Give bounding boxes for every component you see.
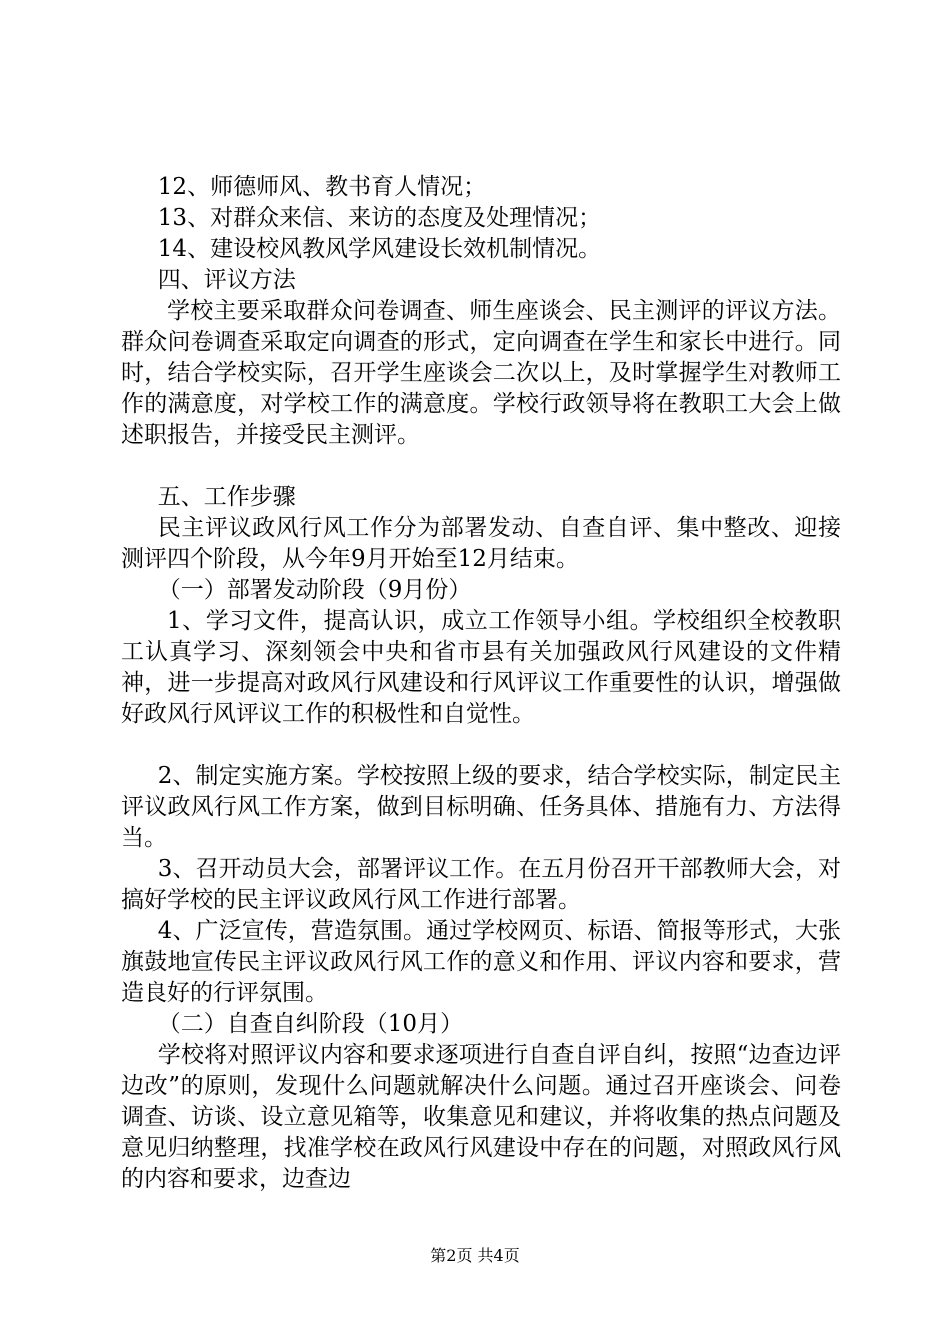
section-heading-work-steps: 五、工作步骤 <box>157 484 296 510</box>
paragraph-step-2: 2、制定实施方案。学校按照上级的要求，结合学校实际，制定民主评议政风行风工作方案，做到目标明确、任务具体、措施有力、方法得当。 <box>121 763 841 851</box>
subheading-stage-one: （一）部署发动阶段（9月份） <box>157 577 472 603</box>
paragraph-self-check: 学校将对照评议内容和要求逐项进行自查自评自纠，按照“边查边评边改”的原则，发现什么问题就解决什么问题。通过召开座谈会、问卷调查、访谈、设立意见箱等，收集意见和建议，并将收集的热点问题及意见归纳整理，找准学校在政风行风建设中存在的问题，对照政风行风的内容和要求，边查边 <box>121 1042 841 1192</box>
document-body <box>121 172 841 1195</box>
paragraph-step-3: 3、召开动员大会，部署评议工作。在五月份召开干部教师大会，对搞好学校的民主评议政风行风工作进行部署。 <box>121 856 841 913</box>
list-item-13: 13、对群众来信、来访的态度及处理情况； <box>157 205 602 231</box>
paragraph-evaluation-method: 学校主要采取群众问卷调查、师生座谈会、民主测评的评议方法。群众问卷调查采取定向调查的形式，定向调查在学生和家长中进行。同时，结合学校实际，召开学生座谈会二次以上，及时掌握学生对教师工作的满意度，对学校工作的满意度。学校行政领导将在教职工大会上做述职报告，并接受民主测评。 <box>121 298 841 448</box>
paragraph-step-1: 1、学习文件，提高认识，成立工作领导小组。学校组织全校教职工认真学习、深刻领会中央和省市县有关加强政风行风建设的文件精神，进一步提高对政风行风建设和行风评议工作重要性的认识，增强做好政风行风评议工作的积极性和自觉性。 <box>121 608 841 727</box>
paragraph-step-4: 4、广泛宣传，营造氛围。通过学校网页、标语、简报等形式，大张旗鼓地宣传民主评议政风行风工作的意义和作用、评议内容和要求，营造良好的行评氛围。 <box>121 918 841 1006</box>
page-number-footer: 第2页 共4页 <box>430 1246 520 1265</box>
paragraph-work-stages: 民主评议政风行风工作分为部署发动、自查自评、集中整改、迎接测评四个阶段，从今年9月开始至12月结束。 <box>121 515 841 572</box>
section-heading-evaluation-method: 四、评议方法 <box>157 267 296 293</box>
list-item-12: 12、师德师风、教书育人情况； <box>157 174 487 200</box>
list-item-14: 14、建设校风教风学风建设长效机制情况。 <box>157 236 602 262</box>
subheading-stage-two: （二）自查自纠阶段（10月） <box>157 1011 464 1037</box>
